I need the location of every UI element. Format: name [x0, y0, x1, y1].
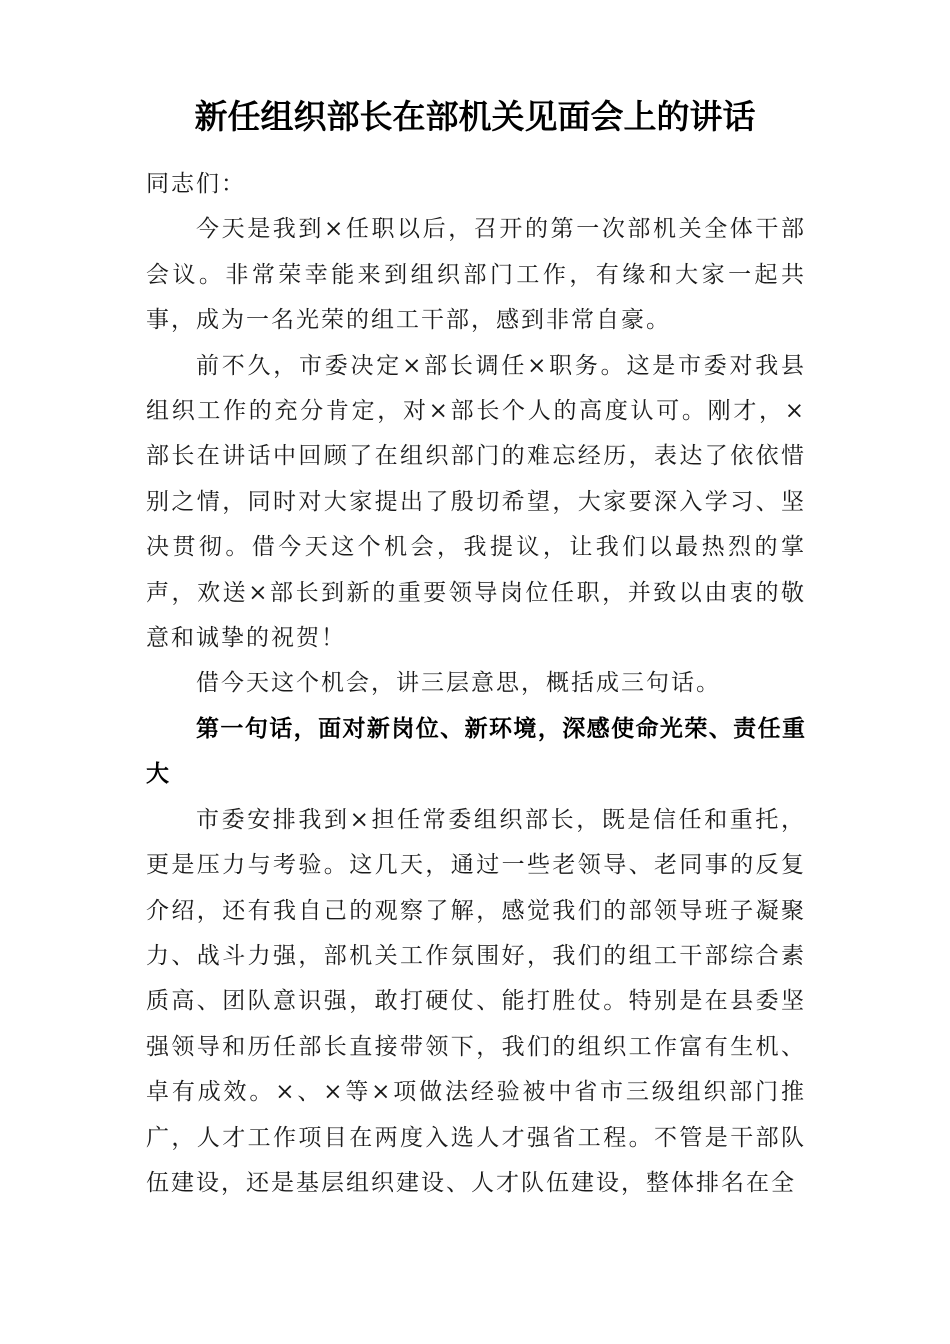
section-heading: 第一句话，面对新岗位、新环境，深感使命光荣、责任重大 — [146, 715, 806, 788]
paragraph: 借今天这个机会，讲三层意思，概括成三句话。 — [196, 670, 721, 697]
paragraph: 前不久，市委决定×部长调任×职务。这是市委对我县组织工作的充分肯定，对×部长个人的高度认可。刚才，×部长在讲话中回顾了在组织部门的难忘经历，表达了依依惜别之情，同时对大家提出了殷切希望，大家要深入学习、坚决贯彻。借今天这个机会，我提议，让我们以最热烈的掌声，欢送×部长到新的重要领导岗位任职，并致以由衷的敬意和诚挚的祝贺！ — [146, 352, 806, 652]
paragraph: 今天是我到×任职以后，召开的第一次部机关全体干部会议。非常荣幸能来到组织部门工作，有缘和大家一起共事，成为一名光荣的组工干部，感到非常自豪。 — [146, 216, 806, 334]
paragraph: 市委安排我到×担任常委组织部长，既是信任和重托，更是压力与考验。这几天，通过一些老领导、老同事的反复介绍，还有我自己的观察了解，感觉我们的部领导班子凝聚力、战斗力强，部机关工作氛围好，我们的组工干部综合素质高、团队意识强，敢打硬仗、能打胜仗。特别是在县委坚强领导和历任部长直接带领下，我们的组织工作富有生机、卓有成效。×、×等×项做法经验被中省市三级组织部门推广，人才工作项目在两度入选人才强省工程。不管是干部队伍建设，还是基层组织建设、人才队伍建设，整体排名在全 — [146, 806, 806, 1196]
document-title: 新任组织部长在部机关见面会上的讲话 — [194, 97, 756, 136]
salutation: 同志们： — [146, 171, 246, 197]
document-body — [146, 162, 806, 1206]
